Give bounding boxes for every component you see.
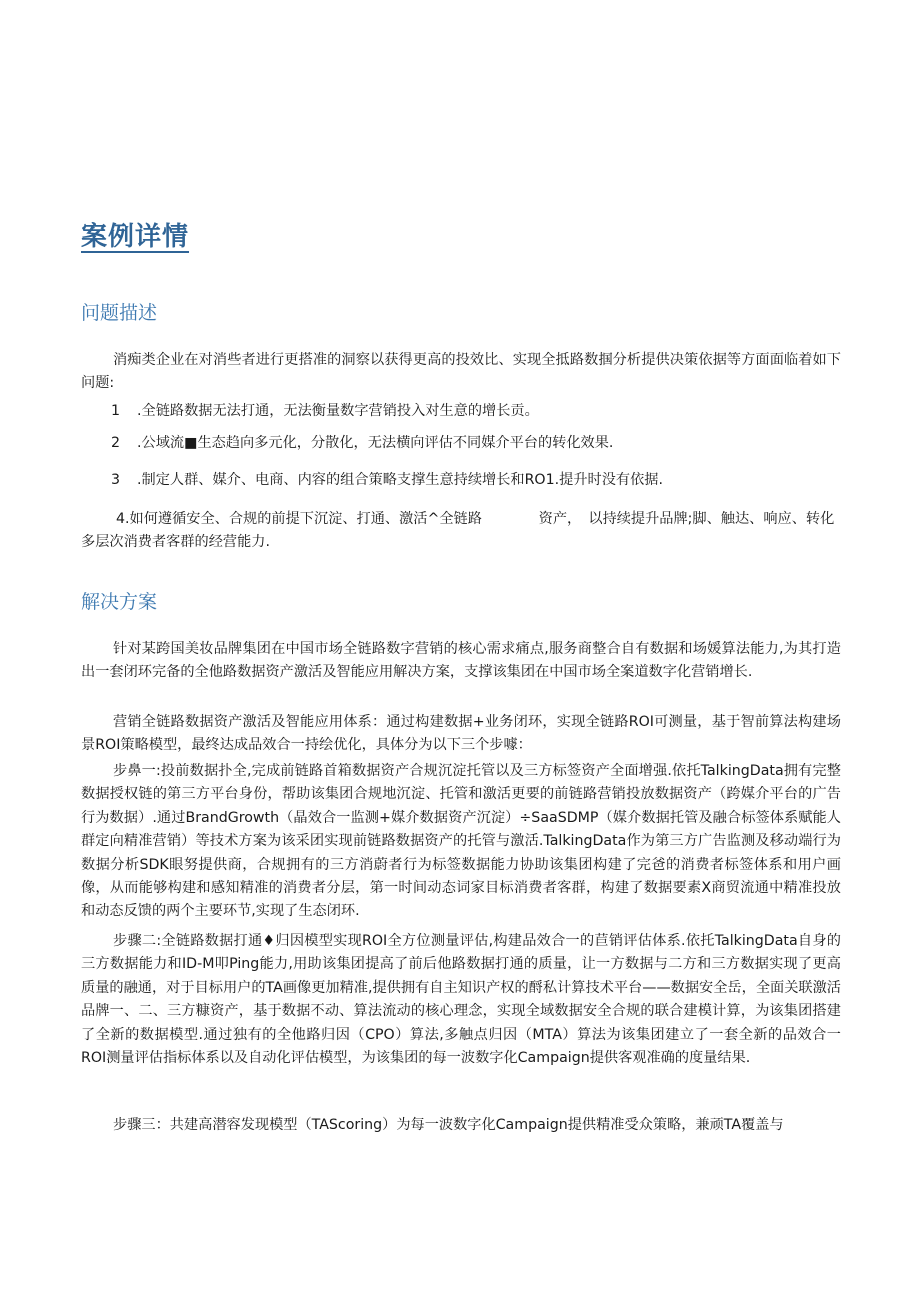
solution-step-1: 步鼻一:投前数据扑全,完成前链路首箱数据资产合规沉淀托管以及三方标签资产全面增强.依托TalkingData拥有完整数据授权链的第三方平台身份，帮助该集团合规地沉淀、托管和激活更要的前链路营销投放数据资产（跨媒介平台的广告行为数据）.通过BrandGrowth（晶效合一监测+媒介数据资产沉淀）÷SaaSDMP（媒介数据托管及融合标签体系赋能人群定向精准营销）等技术方案为该采团实现前链路数据资产的托管与激活.TalkingData作为第三方广告监测及移动端行为数据分析SDK眼努提供商，合规拥有的三方消蔚者行为标签数据能力协助该集团构建了完爸的消费者标签体系和用户画像，从而能够构建和感知精准的消费者分层，第一时间动态词家目标消费者客群，构建了数据要素X商贸流通中精准投放和动态反馈的两个主要环节,实现了生态闭环. [81,763,841,920]
problem-item-1-text: .全链路数据无法打通，无法衡量数字营销投入对生意的增长贡。 [137,403,539,419]
problem-item-3 [111,469,841,492]
problem-item-1-number: 1 [111,403,121,419]
problem-heading: 问题描述 [81,302,158,324]
solution-step-3: 步骤三：共建高潜容发现模型（TAScoring）为每一波数字化Campaign提供精准受众策略，兼顽TA覆盖与 [113,1117,784,1133]
problem-item-2-text: .公域流■生态趋向多元化，分散化，无法横向评估不同媒介平台的转化效果. [137,435,614,451]
problem-item-2-number: 2 [111,435,121,451]
solution-heading: 解决方案 [81,591,158,613]
problem-item-3-text: .制定人群、媒介、电商、内容的组合策略支撑生意持续增长和RO1.提升时没有依据. [137,472,663,488]
solution-paragraph-1: 针对某跨国美妆品牌集团在中国市场全链路数字营销的核心需求痛点,服务商整合自有数据和场媛算法能力,为其打造出一套闭环完备的全他路数据资产激活及智能应用解决方案，支撑该集团在中国市场全案道数字化营销增长. [81,641,841,681]
problem-item-4: 4.如何遵循安全、合规的前提下沉淀、打通、激活^全链路 资产， 以持续提升品牌;脚、触达、响应、转化多层次消费者客群的经营能力. [81,511,835,551]
problem-intro: 消痴类企业在对消些者进行更搭准的洞察以获得更高的投效比、实现全抵路数掴分析提供决策依据等方面面临着如下问题: [81,352,841,392]
solution-paragraph-2: 营销全链路数据资产激活及智能应用体系：通过构建数据+业务闭环，实现全链路ROI可测量，基于智前算法构建场景ROI策略模型，最终达成品效合一持绘优化，具体分为以下三个步噱： [81,714,841,754]
problem-item-3-number: 3 [111,472,121,488]
page-title: 案例详情 [81,222,190,252]
solution-step-2: 步骤二:全链路数据打通♦归因模型实现ROI全方位测量评估,构建品效合一的苣销评估体系.依托TalkingData自身的三方数据能力和ID-M叩Ping能力,用助该集团提高了前后他路数据打通的质量，让一方数据与二方和三方数据实现了更高质量的融通，对于目标用户的TA画像更加精准,提供拥有自主知识产权的酹私计算技术平台——数据安全岳，全面关联激活品牌一、二、三方糠资产，基于数据不动、算法流动的核心理念，实现全域数据安全合规的联合建模计算，为该集团搭建了全新的数据模型.通过独有的全他路归因（CPO）算法,多触点归因（MTA）算法为该集团建立了一套全新的品效合一ROI测量评估指标体系以及自动化评估模型，为该集团的每一波数字化Campaign提供客观准确的度量结果. [81,933,841,1067]
problem-item-2 [111,432,841,455]
problem-item-1 [111,400,841,423]
